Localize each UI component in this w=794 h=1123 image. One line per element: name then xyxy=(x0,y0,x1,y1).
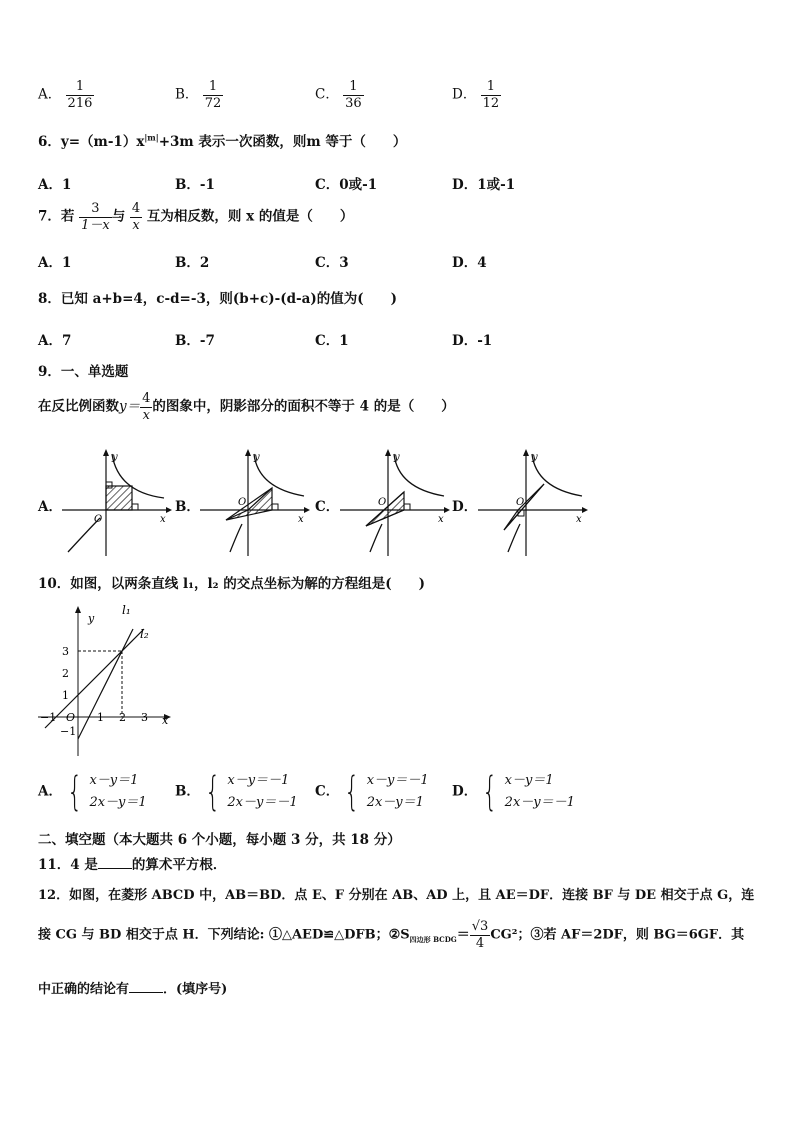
q10-option-d xyxy=(452,770,575,814)
q7-option-a: A．1 xyxy=(38,255,72,271)
option-label: D． xyxy=(452,783,478,800)
q8-option-c: C．1 xyxy=(315,333,349,349)
q11-stem xyxy=(38,853,226,873)
section-title: 二、填空题（本大题共 6 个小题，每小题 3 分，共 18 分） xyxy=(38,832,401,848)
q9-graph-c xyxy=(340,448,452,556)
equation-2: 2x－y＝1 xyxy=(366,795,424,811)
equation-1: x－y＝－1 xyxy=(227,773,290,788)
q9-heading: 9．一、单选题 xyxy=(38,364,129,380)
x-axis-label: x xyxy=(298,514,304,525)
q12-line2-prefix: 接 CG 与 BD 相交于点 H．下列结论: ①△AED≌△DFB；②S xyxy=(38,927,410,943)
q8-option-d: D．-1 xyxy=(452,333,493,349)
q7-option-b: B．2 xyxy=(175,255,210,271)
fraction xyxy=(470,920,491,950)
q6-prefix: 6．y=（m-1）x xyxy=(38,134,145,150)
tick-label: 1 xyxy=(62,689,69,702)
q10-graph xyxy=(36,600,174,758)
fraction xyxy=(140,392,152,422)
brace-icon: { xyxy=(205,769,221,816)
q9-graph-d xyxy=(478,448,590,556)
hyperbola-branch xyxy=(370,524,382,552)
tick-label: −1 xyxy=(40,711,57,724)
q9-option-a-label: A． xyxy=(38,499,62,515)
q5-option-b xyxy=(175,80,223,110)
frac-num: 1 xyxy=(349,79,358,94)
option-label: C． xyxy=(315,783,340,800)
origin-label: O xyxy=(66,711,76,724)
fraction xyxy=(130,202,142,232)
frac-den: 216 xyxy=(67,95,93,111)
frac-num: 3 xyxy=(91,201,100,216)
q7-option-c: C．3 xyxy=(315,255,349,271)
q6-option-d: D．1或-1 xyxy=(452,177,516,193)
frac-den: x xyxy=(140,407,152,423)
equation-1: x－y＝－1 xyxy=(366,773,429,788)
q9-graph-a xyxy=(62,448,174,556)
frac-num: 1 xyxy=(208,79,218,94)
equation-system xyxy=(505,770,575,814)
x-axis-label: x xyxy=(576,514,582,525)
q7-prefix: 7．若 xyxy=(38,208,75,225)
y-axis-label: y xyxy=(532,452,538,463)
q10-stem: 10．如图，以两条直线 l₁，l₂ 的交点坐标为解的方程组是( ) xyxy=(38,576,426,592)
tick-label: 2 xyxy=(62,667,69,680)
fraction xyxy=(481,80,502,110)
x-axis-arrow xyxy=(582,507,588,513)
y-axis-arrow xyxy=(103,449,109,456)
tick-label: 3 xyxy=(141,711,148,724)
fraction xyxy=(203,80,224,110)
q11-prefix: 11．4 是 xyxy=(38,857,98,873)
q6-option-c: C．0或-1 xyxy=(315,177,378,193)
q5-option-d xyxy=(452,80,501,110)
line-l2 xyxy=(45,629,144,728)
brace-icon: { xyxy=(344,769,360,816)
equation-2: 2x－y＝－1 xyxy=(227,795,298,811)
q5-option-c xyxy=(315,80,364,110)
equation-system xyxy=(227,770,297,814)
q9-stem xyxy=(38,392,455,422)
q10-option-c xyxy=(315,770,429,814)
fraction xyxy=(66,80,95,110)
option-label: D． xyxy=(452,86,477,103)
brace-icon: { xyxy=(482,769,498,816)
q10-option-a xyxy=(38,770,147,814)
q9-stem-suffix: 的图象中，阴影部分的面积不等于 4 的是（ ） xyxy=(152,398,455,415)
option-label: A． xyxy=(38,86,62,103)
y-axis-label: y xyxy=(88,612,95,625)
frac-den: x xyxy=(130,217,142,233)
right-angle-mark xyxy=(132,504,138,510)
tick-label: −1 xyxy=(60,725,77,738)
hyperbola-branch xyxy=(394,454,444,496)
tick-label: 1 xyxy=(97,711,104,724)
frac-den: 1－x xyxy=(81,217,110,233)
y-axis-arrow xyxy=(245,449,251,456)
y-axis-label: y xyxy=(112,452,118,463)
origin-label: O xyxy=(516,497,525,508)
x-axis-arrow xyxy=(444,507,450,513)
origin-label: O xyxy=(94,514,103,525)
frac-num: 4 xyxy=(142,391,151,406)
hyperbola-branch xyxy=(254,454,304,496)
tick-label: 3 xyxy=(62,645,69,658)
brace-icon: { xyxy=(67,769,83,816)
y-axis-arrow xyxy=(385,449,391,456)
x-axis-label: x xyxy=(162,714,169,727)
equation-system xyxy=(367,770,429,814)
q6-option-a: A．1 xyxy=(38,177,72,193)
q6-suffix: +3m 表示一次函数，则m 等于（ ） xyxy=(158,134,407,150)
q12-line3-prefix: 中正确的结论有 xyxy=(38,982,130,997)
q8-stem: 8．已知 a+b=4，c-d=-3，则(b+c)-(d-a)的值为( ) xyxy=(38,291,398,307)
frac-den: 12 xyxy=(482,95,500,111)
equation-1: x－y＝1 xyxy=(504,773,554,788)
y-axis-label: y xyxy=(254,452,260,463)
option-label: A． xyxy=(38,783,62,800)
y-axis-arrow xyxy=(75,606,81,613)
l2-label: l₂ xyxy=(140,627,149,641)
origin-label: O xyxy=(378,497,387,508)
answer-blank[interactable] xyxy=(129,980,163,993)
frac-den: 72 xyxy=(204,95,222,111)
x-axis-label: x xyxy=(160,514,166,525)
q6-option-b: B．-1 xyxy=(175,177,215,193)
x-axis-arrow xyxy=(304,507,310,513)
shaded-region xyxy=(106,486,132,510)
fraction xyxy=(343,80,364,110)
q5-option-a xyxy=(38,80,94,110)
q6-stem xyxy=(38,130,406,150)
fraction xyxy=(79,202,112,232)
q9-option-c-label: C． xyxy=(315,499,340,515)
frac-num: 1 xyxy=(486,79,496,94)
hyperbola-branch xyxy=(230,524,242,552)
frac-num: 4 xyxy=(131,201,141,216)
frac-num: 1 xyxy=(75,79,85,94)
y-axis-arrow xyxy=(523,449,529,456)
q12-line-2 xyxy=(38,920,744,950)
y-axis-label: y xyxy=(394,452,400,463)
q9-graph-b xyxy=(200,448,312,556)
q12-line3-suffix: ．(填序号) xyxy=(163,982,228,997)
option-label: B． xyxy=(175,86,199,103)
frac-den: 36 xyxy=(345,95,362,111)
q7-suffix: 互为相反数，则 x 的值是（ ） xyxy=(146,208,354,225)
equation-2: 2x－y＝1 xyxy=(89,795,147,811)
q9-option-b-label: B． xyxy=(175,499,200,515)
q7-middle: 与 xyxy=(111,208,126,225)
q7-option-d: D．4 xyxy=(452,255,487,271)
x-axis-arrow xyxy=(166,507,172,513)
q9-stem-prefix: 在反比例函数 xyxy=(38,398,119,415)
q8-option-b: B．-7 xyxy=(175,333,215,349)
q9-y-eq: y＝ xyxy=(119,398,141,415)
right-angle-mark xyxy=(404,504,410,510)
q12-line-3 xyxy=(38,978,227,997)
q11-suffix: 的算术平方根． xyxy=(131,857,227,873)
q9-option-d-label: D． xyxy=(452,499,478,515)
tick-label: 2 xyxy=(119,711,126,724)
frac-num: √3 xyxy=(471,919,489,934)
answer-blank[interactable] xyxy=(98,856,132,869)
right-angle-mark xyxy=(272,504,278,510)
equation-2: 2x－y＝－1 xyxy=(504,795,575,811)
q12-subscript: 四边形 BCDG xyxy=(409,935,457,945)
q12-equals: ＝ xyxy=(456,927,470,943)
option-label: C． xyxy=(315,86,339,103)
l1-label: l₁ xyxy=(122,603,131,617)
equation-1: x－y＝1 xyxy=(89,773,139,788)
hyperbola-branch xyxy=(508,524,520,552)
q7-stem xyxy=(38,202,353,232)
q10-option-b xyxy=(175,770,298,814)
q12-line2-suffix: CG²；③若 AF＝2DF，则 BG＝6GF．其 xyxy=(490,927,745,943)
x-axis-label: x xyxy=(438,514,444,525)
frac-den: 4 xyxy=(470,935,491,951)
q12-line-1: 12．如图，在菱形 ABCD 中，AB＝BD．点 E、F 分别在 AB、AD 上，且 AE＝DF．连接 BF 与 DE 相交于点 G，连 xyxy=(38,888,755,903)
origin-label: O xyxy=(238,497,247,508)
equation-system xyxy=(89,770,146,814)
q8-option-a: A．7 xyxy=(38,333,72,349)
q6-exponent: |m| xyxy=(144,132,159,143)
option-label: B． xyxy=(175,783,200,800)
